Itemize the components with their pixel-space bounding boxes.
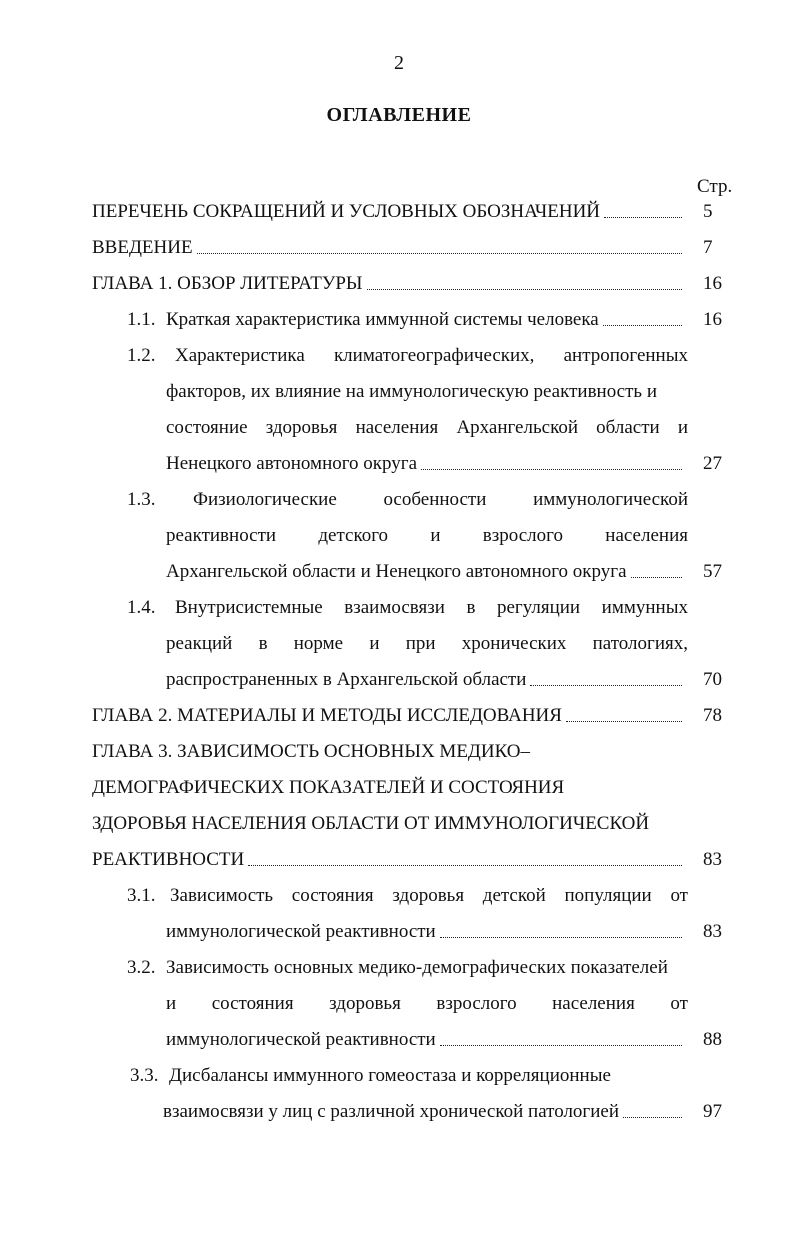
toc-entry-3-2-line-2 [166,992,688,1016]
toc-page-number: 16 [703,273,722,294]
toc-leader [623,1117,682,1118]
toc-entry-chapter-2[interactable] [92,704,688,728]
word: в [258,633,268,654]
word: Внутрисистемные [175,597,323,618]
toc-entry-chapter-3-line-4 [92,848,688,872]
toc-entry-chapter-3-line-2: ДЕМОГРАФИЧЕСКИХ ПОКАЗАТЕЛЕЙ И СОСТОЯНИЯ [92,777,565,798]
toc-entry-text: иммунологической реактивности [166,921,436,942]
toc-section-number: 1.4. [127,597,156,618]
toc-page-number: 88 [703,1029,722,1050]
toc-leader [566,721,682,722]
word: здоровья [392,885,465,906]
word: хронических [461,633,567,654]
toc-page-number: 7 [703,237,713,258]
word: реактивности [166,525,277,546]
word: патологиях, [592,633,688,654]
toc-page-number: 57 [703,561,722,582]
toc-entry-3-3-line-1[interactable]: Дисбалансы иммунного гомеостаза и корреляционные [169,1065,611,1086]
toc-page-number: 83 [703,921,722,942]
word: и [166,993,177,1014]
word: от [670,993,688,1014]
toc-entry-3-3-line-2 [163,1100,688,1124]
toc-leader [440,937,682,938]
toc-entry-text: Краткая характеристика иммунной системы человека [166,309,599,330]
word: Характеристика [175,345,305,366]
toc-entry-text: ГЛАВА 2. МАТЕРИАЛЫ И МЕТОДЫ ИССЛЕДОВАНИЯ [92,705,562,726]
word: взаимосвязи [344,597,445,618]
word: здоровья [265,417,338,438]
toc-section-number: 1.1. [127,309,156,330]
toc-entry-text: Архангельской области и Ненецкого автономного округа [166,561,627,582]
word: и [677,417,688,438]
page-number: 2 [394,52,404,74]
toc-entry-1-3-line-3 [166,560,688,584]
page-column-header: Стр. [697,176,733,197]
toc-leader [248,865,682,866]
word: при [405,633,436,654]
word: здоровья [329,993,401,1014]
word: состояние [166,417,248,438]
toc-page-number: 27 [703,453,722,474]
toc-leader [421,469,682,470]
word: детской [482,885,546,906]
toc-entry-1-4-line-3 [166,668,688,692]
word: взрослого [482,525,563,546]
word: и [369,633,380,654]
toc-entry-1-3-line-2 [166,524,688,548]
toc-entry-1-3-line-1[interactable] [193,488,688,512]
word: климатогеографических, [333,345,535,366]
word: реакций [166,633,233,654]
toc-entry-text: РЕАКТИВНОСТИ [92,849,245,870]
toc-entry-1-4-line-1[interactable] [175,596,688,620]
word: в [466,597,476,618]
toc-entry-intro[interactable] [92,236,688,260]
word: состояния [291,885,374,906]
word: норме [293,633,344,654]
word: состояния [211,993,294,1014]
toc-leader [367,289,683,290]
toc-section-number: 3.3. [130,1065,159,1086]
word: регуляции [496,597,581,618]
word: от [670,885,688,906]
toc-entry-1-2-line-2: факторов, их влияние на иммунологическую реактивность и [166,381,658,402]
toc-page-number: 5 [703,201,713,222]
toc-leader [197,253,682,254]
toc-entry-text: взаимосвязи у лиц с различной хронической патологией [163,1101,619,1122]
toc-page-number: 16 [703,309,722,330]
toc-page-number: 78 [703,705,722,726]
toc-entry-1-2-line-4 [166,452,688,476]
toc-leader [631,577,682,578]
toc-section-number: 1.3. [127,489,156,510]
toc-section-number: 3.1. [127,885,156,906]
toc-entry-1-1[interactable] [166,308,688,332]
toc-section-number: 3.2. [127,957,156,978]
word: иммунологической [533,489,688,510]
toc-entry-chapter-1[interactable] [92,272,688,296]
toc-entry-3-2-line-1[interactable]: Зависимость основных медико-демографических показателей [166,957,668,978]
toc-entry-1-2-line-1[interactable] [175,344,688,368]
toc-page-number: 83 [703,849,722,870]
word: населения [355,417,439,438]
word: детского [318,525,389,546]
word: популяции [564,885,652,906]
toc-entry-chapter-3-line-3: ЗДОРОВЬЯ НАСЕЛЕНИЯ ОБЛАСТИ ОТ ИММУНОЛОГИЧЕСКОЙ [92,813,650,834]
toc-entry-abbrev[interactable] [92,200,688,224]
toc-entry-1-4-line-2 [166,632,688,656]
word: и [430,525,441,546]
toc-leader [440,1045,682,1046]
toc-entry-3-1-line-1[interactable] [170,884,688,908]
word: области [596,417,660,438]
word: взрослого [436,993,517,1014]
word: антропогенных [563,345,688,366]
word: Зависимость [170,885,274,906]
word: иммунных [601,597,688,618]
toc-entry-text: распространенных в Архангельской области [166,669,527,690]
toc-entry-text: Ненецкого автономного округа [166,453,418,474]
toc-page-number: 97 [703,1101,722,1122]
toc-leader [603,325,682,326]
toc-leader [604,217,682,218]
toc-entry-3-1-line-2 [166,920,688,944]
toc-entry-text: ГЛАВА 1. ОБЗОР ЛИТЕРАТУРЫ [92,273,363,294]
toc-entry-chapter-3-line-1[interactable]: ГЛАВА 3. ЗАВИСИМОСТЬ ОСНОВНЫХ МЕДИКО– [92,741,531,762]
toc-entry-text: ВВЕДЕНИЕ [92,237,193,258]
toc-page-number: 70 [703,669,722,690]
word: населения [605,525,688,546]
toc-entry-3-2-line-3 [166,1028,688,1052]
toc-entry-1-2-line-3 [166,416,688,440]
toc-section-number: 1.2. [127,345,156,366]
page-title: ОГЛАВЛЕНИЕ [326,104,472,126]
toc-entry-text: иммунологической реактивности [166,1029,436,1050]
toc-leader [530,685,682,686]
word: Архангельской [456,417,578,438]
word: населения [552,993,635,1014]
word: особенности [383,489,487,510]
word: Физиологические [193,489,337,510]
toc-entry-text: ПЕРЕЧЕНЬ СОКРАЩЕНИЙ И УСЛОВНЫХ ОБОЗНАЧЕНИЙ [92,201,601,222]
